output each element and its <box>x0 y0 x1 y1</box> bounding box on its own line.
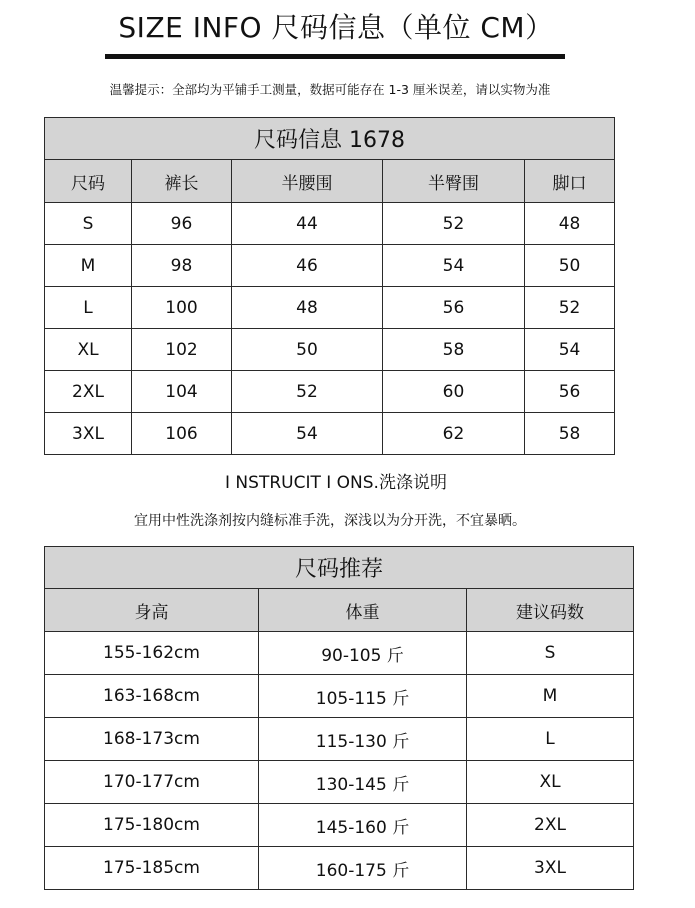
weight-cell: 115-130 斤 <box>259 718 467 761</box>
size-header-hip: 半臀围 <box>383 160 525 203</box>
hip-cell: 60 <box>383 371 525 413</box>
recommend-header-weight: 体重 <box>259 589 467 632</box>
size-cell: 3XL <box>45 413 132 455</box>
measurement-tip: 温馨提示：全部均为平铺手工测量，数据可能存在 1-3 厘米误差，请以实物为准 <box>109 82 551 97</box>
height-cell: 163-168cm <box>45 675 259 718</box>
weight-cell: 160-175 斤 <box>259 847 467 890</box>
recommended-size-cell: M <box>467 675 634 718</box>
height-cell: 175-180cm <box>45 804 259 847</box>
table-row <box>45 804 634 847</box>
size-table-caption: 尺码信息 1678 <box>45 118 615 160</box>
length-cell: 96 <box>132 203 232 245</box>
size-cell: XL <box>45 329 132 371</box>
instructions-title: I NSTRUCIT I ONS.洗涤说明 <box>225 473 447 493</box>
length-cell: 104 <box>132 371 232 413</box>
table-row <box>45 847 634 890</box>
length-cell: 98 <box>132 245 232 287</box>
hem-cell: 54 <box>525 329 615 371</box>
recommended-size-cell: XL <box>467 761 634 804</box>
hip-cell: 58 <box>383 329 525 371</box>
length-cell: 106 <box>132 413 232 455</box>
length-cell: 100 <box>132 287 232 329</box>
size-cell: 2XL <box>45 371 132 413</box>
table-row <box>45 245 615 287</box>
hem-cell: 48 <box>525 203 615 245</box>
waist-cell: 54 <box>232 413 383 455</box>
hip-cell: 52 <box>383 203 525 245</box>
waist-cell: 50 <box>232 329 383 371</box>
recommended-size-cell: 3XL <box>467 847 634 890</box>
height-cell: 155-162cm <box>45 632 259 675</box>
size-header-size: 尺码 <box>45 160 132 203</box>
height-cell: 170-177cm <box>45 761 259 804</box>
table-row <box>45 371 615 413</box>
weight-cell: 130-145 斤 <box>259 761 467 804</box>
size-recommendation-table <box>44 546 634 890</box>
hem-cell: 50 <box>525 245 615 287</box>
recommend-header-size: 建议码数 <box>467 589 634 632</box>
hem-cell: 52 <box>525 287 615 329</box>
recommended-size-cell: L <box>467 718 634 761</box>
hip-cell: 56 <box>383 287 525 329</box>
length-cell: 102 <box>132 329 232 371</box>
table-row <box>45 718 634 761</box>
waist-cell: 52 <box>232 371 383 413</box>
hip-cell: 62 <box>383 413 525 455</box>
table-row <box>45 329 615 371</box>
recommended-size-cell: 2XL <box>467 804 634 847</box>
waist-cell: 48 <box>232 287 383 329</box>
table-row <box>45 413 615 455</box>
page-title: SIZE INFO 尺码信息（单位 CM） <box>118 11 554 44</box>
size-cell: L <box>45 287 132 329</box>
hip-cell: 54 <box>383 245 525 287</box>
hem-cell: 58 <box>525 413 615 455</box>
size-header-waist: 半腰围 <box>232 160 383 203</box>
recommended-size-cell: S <box>467 632 634 675</box>
hem-cell: 56 <box>525 371 615 413</box>
size-header-hem: 脚口 <box>525 160 615 203</box>
weight-cell: 145-160 斤 <box>259 804 467 847</box>
waist-cell: 44 <box>232 203 383 245</box>
weight-cell: 105-115 斤 <box>259 675 467 718</box>
size-cell: S <box>45 203 132 245</box>
size-cell: M <box>45 245 132 287</box>
table-row <box>45 675 634 718</box>
size-info-table <box>44 117 615 455</box>
waist-cell: 46 <box>232 245 383 287</box>
instructions-text: 宜用中性洗涤剂按内缝标准手洗，深浅以为分开洗，不宜暴晒。 <box>134 513 526 529</box>
height-cell: 168-173cm <box>45 718 259 761</box>
table-row <box>45 761 634 804</box>
table-row <box>45 632 634 675</box>
table-row <box>45 287 615 329</box>
weight-cell: 90-105 斤 <box>259 632 467 675</box>
recommend-table-caption: 尺码推荐 <box>45 547 634 589</box>
height-cell: 175-185cm <box>45 847 259 890</box>
title-underline <box>105 54 565 59</box>
size-header-length: 裤长 <box>132 160 232 203</box>
recommend-header-height: 身高 <box>45 589 259 632</box>
table-row <box>45 203 615 245</box>
